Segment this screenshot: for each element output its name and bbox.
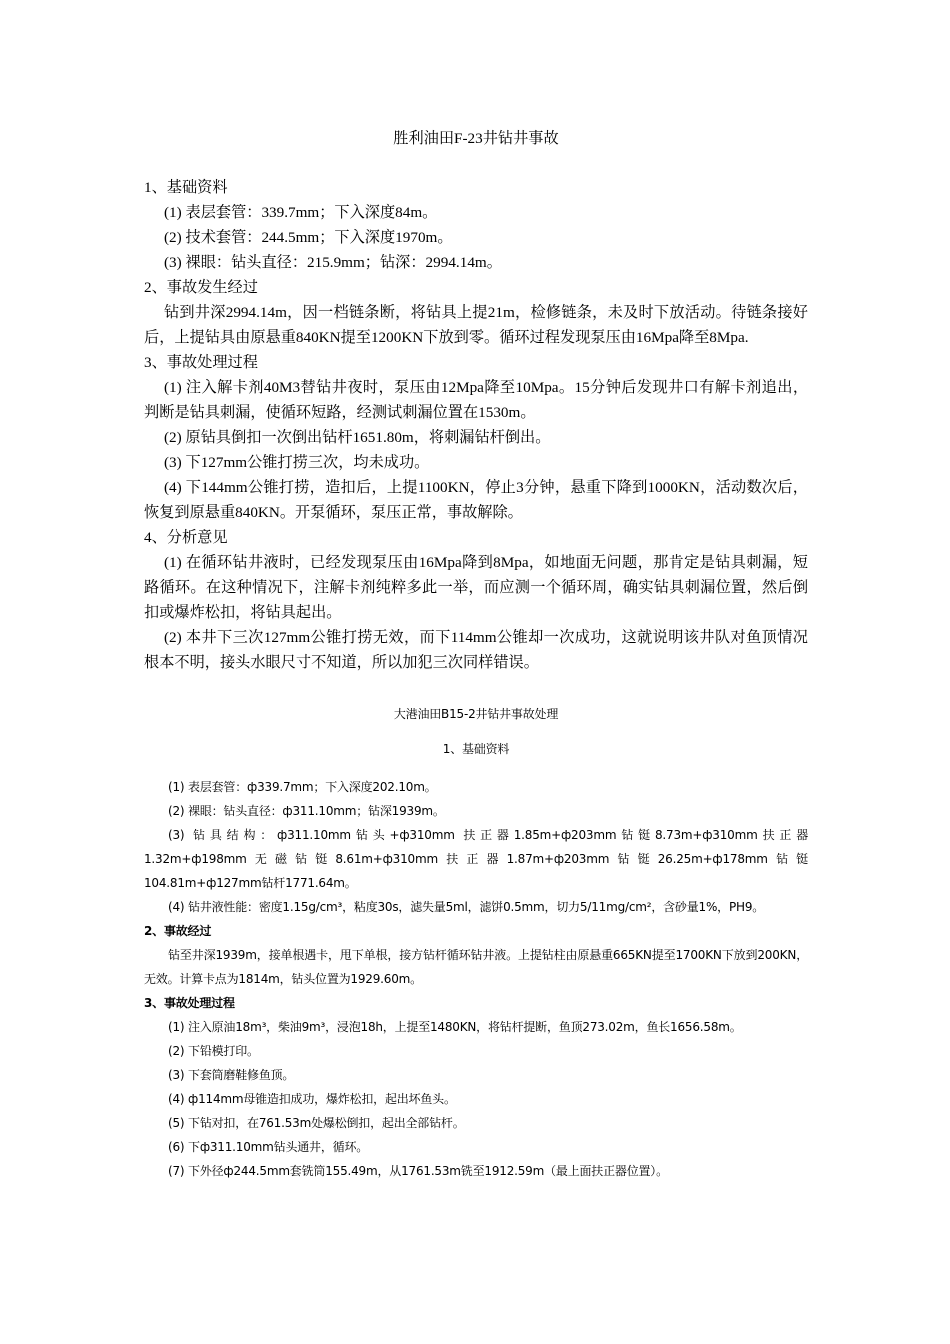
- list-item: (2) 本井下三次127mm公锥打捞无效，而下114mm公锥却一次成功，这就说明该井队对鱼顶情况根本不明，接头水眼尺寸不知道，所以加犯三次同样错误。: [144, 629, 808, 671]
- list-item: (2) 裸眼：钻头直径：ф311.10mm；钻深1939m。: [168, 804, 445, 818]
- report-dagang-b15-2: [144, 702, 808, 1183]
- list-item: (2) 原钻具倒扣一次倒出钻杆1651.80m，将刺漏钻杆倒出。: [164, 429, 551, 446]
- paragraph: 钻至井深1939m，接单根遇卡，甩下单根，接方钻杆循环钻井液。上提钻柱由原悬重665KN提至1700KN下放到200KN，无效。计算卡点为1814m，钻头位置为1929.60m。: [144, 948, 808, 986]
- paragraph: 钻到井深2994.14m，因一档链条断，将钻具上提21m，检修链条，未及时下放活动。待链条接好后，上提钻具由原悬重840KN提至1200KN下放到零。循环过程发现泵压由16Mpa降至8Mpa.: [144, 304, 808, 346]
- list-item: (1) 表层套管：339.7mm；下入深度84m。: [164, 204, 438, 221]
- list-item: (2) 下铅模打印。: [168, 1044, 259, 1058]
- list-item: (3) 裸眼：钻头直径：215.9mm；钻深：2994.14m。: [164, 254, 502, 271]
- section-heading: 3、事故处理过程: [144, 354, 258, 371]
- list-item: (3) 下套筒磨鞋修鱼顶。: [168, 1068, 295, 1082]
- list-item: (7) 下外径ф244.5mm套铣筒155.49m，从1761.53m铣至1912.59m（最上面扶正器位置）。: [168, 1164, 668, 1178]
- report-title: 大港油田B15-2井钻井事故处理: [393, 707, 559, 721]
- list-item: (4) 下144mm公锥打捞，造扣后，上提1100KN，停止3分钟，悬重下降到1000KN，活动数次后，恢复到原悬重840KN。开泵循环，泵压正常，事故解除。: [144, 479, 808, 521]
- section-heading: 1、基础资料: [442, 742, 510, 756]
- report-title: 胜利油田F-23井钻井事故: [393, 130, 559, 147]
- list-item: (5) 下钻对扣，在761.53m处爆松倒扣，起出全部钻杆。: [168, 1116, 465, 1130]
- section-heading: 1、基础资料: [144, 179, 228, 196]
- section-heading: 2、事故发生经过: [144, 279, 258, 296]
- list-item: (2) 技术套管：244.5mm；下入深度1970m。: [164, 229, 453, 246]
- section-heading: 3、事故处理过程: [144, 996, 235, 1010]
- list-item: (1) 在循环钻井液时，已经发现泵压由16Mpa降到8Mpa，如地面无问题，那肯定是钻具刺漏，短路循环。在这种情况下，注解卡剂纯粹多此一举，而应测一个循环周，确实钻具刺漏位置，然后倒扣或爆炸松扣，将钻具起出。: [144, 554, 808, 621]
- section-heading: 4、分析意见: [144, 529, 228, 546]
- list-item: (4) ф114mm母锥造扣成功，爆炸松扣，起出坏鱼头。: [168, 1092, 456, 1106]
- list-item: (1) 注入解卡剂40M3替钻井夜时，泵压由12Mpa降至10Mpa。15分钟后发现井口有解卡剂追出，判断是钻具刺漏，使循环短路，经测试刺漏位置在1530m。: [144, 379, 808, 421]
- report-shengli-f23: [144, 116, 808, 675]
- list-item: (4) 钻井液性能：密度1.15g/cm³，粘度30s，滤失量5ml，滤饼0.5mm，切力5/11mg/cm²，含砂量1%，PH9。: [168, 900, 765, 914]
- list-item: (3) 钻具结构：ф311.10mm钻头+ф310mm 扶正器1.85m+ф203mm钻铤8.73m+ф310mm扶正器1.32m+ф198mm无磁钻铤8.61m+ф310mm扶正器1.87m+ф203mm钻铤26.25m+ф178mm钻铤104.81m+ф127mm钻杆1771.64m。: [144, 828, 808, 890]
- list-item: (3) 下127mm公锥打捞三次，均未成功。: [164, 454, 430, 471]
- list-item: (1) 表层套管：ф339.7mm；下入深度202.10m。: [168, 780, 437, 794]
- section-heading: 2、事故经过: [144, 924, 212, 938]
- list-item: (6) 下ф311.10mm钻头通井，循环。: [168, 1140, 369, 1154]
- list-item: (1) 注入原油18m³，柴油9m³，浸泡18h，上提至1480KN，将钻杆提断，鱼顶273.02m，鱼长1656.58m。: [168, 1020, 742, 1034]
